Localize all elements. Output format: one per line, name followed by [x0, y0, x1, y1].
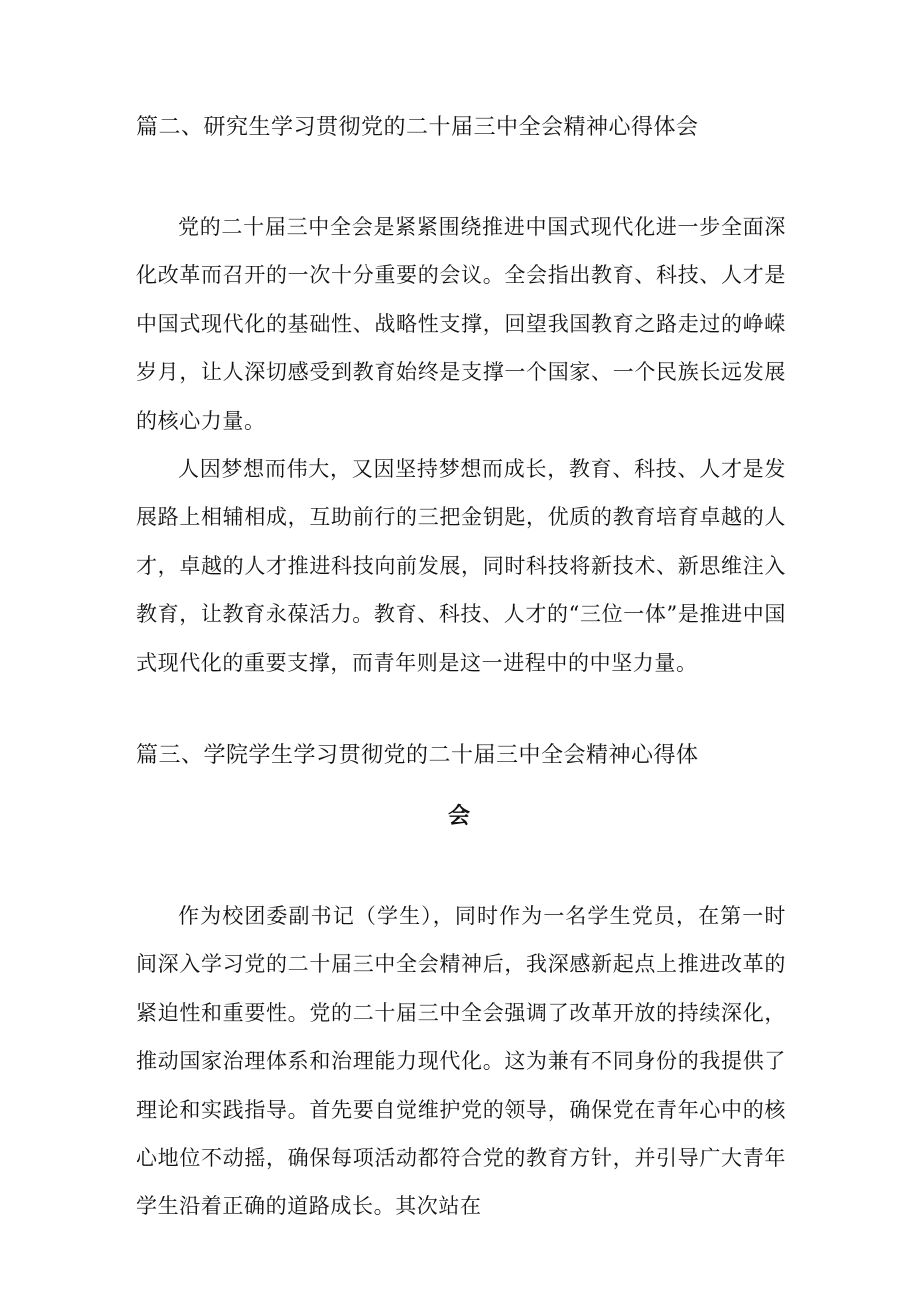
section3-heading: 篇三、学院学生学习贯彻党的二十届三中全会精神心得体	[136, 743, 699, 768]
section2-heading: 篇二、研究生学习贯彻党的二十届三中全会精神心得体会	[136, 115, 699, 140]
section3-heading-continuation: 会	[448, 804, 471, 829]
section2-paragraph-1: 党的二十届三中全会是紧紧围绕推进中国式现代化进一步全面深化改革而召开的一次十分重要的会议。全会指出教育、科技、人才是中国式现代化的基础性、战略性支撑，回望我国教育之路走过的峥嵘岁月，让人深切感受到教育始终是支撑一个国家、一个民族长远发展的核心力量。	[136, 215, 786, 433]
section3-paragraph-1: 作为校团委副书记（学生），同时作为一名学生党员，在第一时间深入学习党的二十届三中全会精神后，我深感新起点上推进改革的紧迫性和重要性。党的二十届三中全会强调了改革开放的持续深化，推动国家治理体系和治理能力现代化。这为兼有不同身份的我提供了理论和实践指导。首先要自觉维护党的领导，确保党在青年心中的核心地位不动摇，确保每项活动都符合党的教育方针，并引导广大青年学生沿着正确的道路成长。其次站在	[136, 904, 786, 1219]
section2-paragraph-2: 人因梦想而伟大，又因坚持梦想而成长，教育、科技、人才是发展路上相辅相成，互助前行的三把金钥匙，优质的教育培育卓越的人才，卓越的人才推进科技向前发展，同时科技将新技术、新思维注入教育，让教育永葆活力。教育、科技、人才的“三位一体”是推进中国式现代化的重要支撑，而青年则是这一进程中的中坚力量。	[136, 457, 786, 675]
